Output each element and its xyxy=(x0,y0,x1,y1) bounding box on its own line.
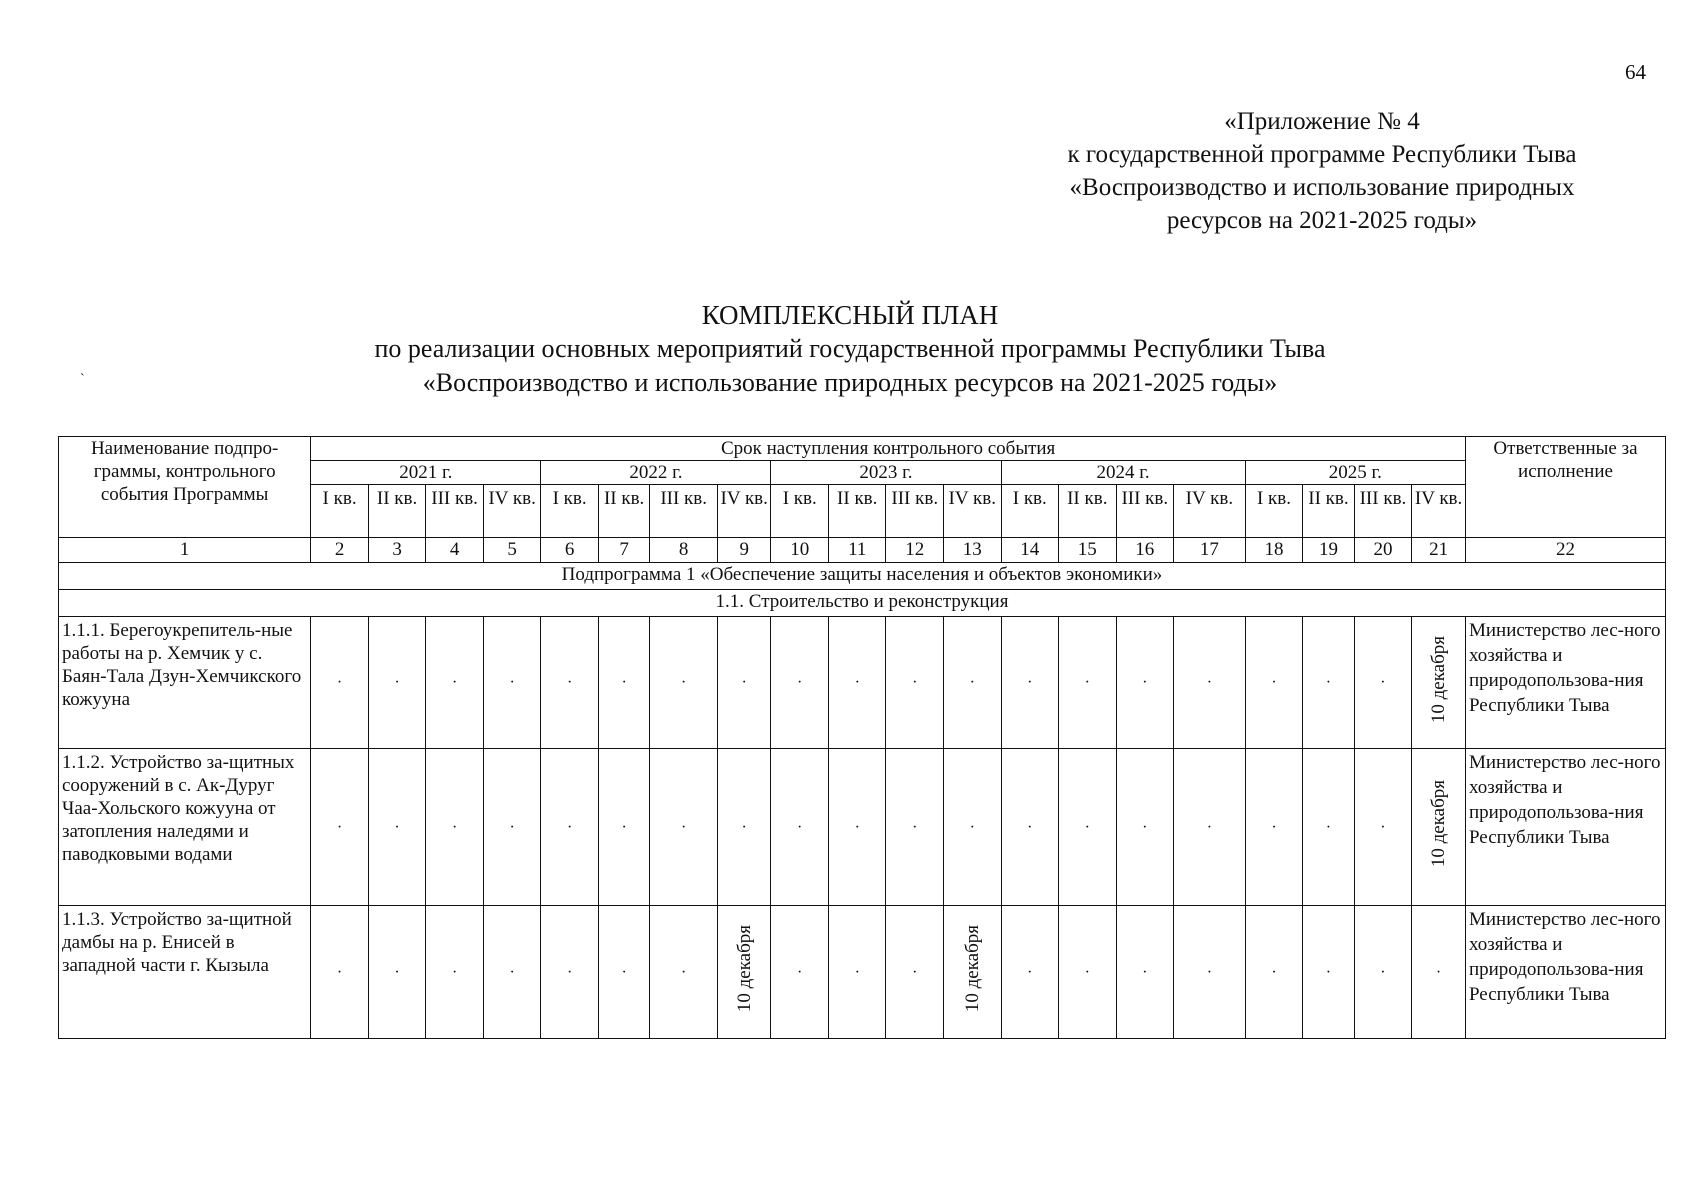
plan-title-heading: КОМПЛЕКСНЫЙ ПЛАН xyxy=(701,300,999,330)
appendix-note xyxy=(1002,105,1642,237)
quarter-header: IV кв. xyxy=(483,485,541,538)
empty-mark-cell: · xyxy=(598,749,649,906)
empty-mark-cell: · xyxy=(426,749,484,906)
responsible-party: Министерство лес-ного хозяйства и природопользова-ния Республики Тыва xyxy=(1465,749,1665,906)
column-number: 18 xyxy=(1245,538,1303,563)
empty-mark-cell: · xyxy=(650,749,718,906)
year-header: 2024 г. xyxy=(1001,461,1245,485)
stray-mark: ` xyxy=(80,372,85,387)
empty-mark-cell: · xyxy=(944,749,1002,906)
appendix-line: «Воспроизводство и использование природных xyxy=(1069,174,1575,201)
empty-mark-cell: · xyxy=(598,906,649,1039)
empty-mark-cell: · xyxy=(717,749,770,906)
empty-mark-cell: · xyxy=(483,617,541,749)
empty-mark-cell: · xyxy=(1174,617,1246,749)
empty-mark-cell: · xyxy=(1412,906,1466,1039)
empty-mark-cell: · xyxy=(1059,906,1117,1039)
empty-mark-cell: · xyxy=(426,617,484,749)
column-number: 5 xyxy=(483,538,541,563)
quarter-header: II кв. xyxy=(598,485,649,538)
empty-mark-cell: · xyxy=(886,749,944,906)
plan-title-subtitle: по реализации основных мероприятий государственной программы Республики Тыва xyxy=(374,334,1326,363)
responsible-party: Министерство лес-ного хозяйства и природопользова-ния Республики Тыва xyxy=(1465,906,1665,1039)
deadline-cell xyxy=(1412,617,1466,749)
quarter-header: III кв. xyxy=(1116,485,1174,538)
quarter-header: I кв. xyxy=(311,485,369,538)
empty-mark-cell: · xyxy=(541,906,599,1039)
deadline-text: 10 декабря xyxy=(1428,635,1450,724)
empty-mark-cell: · xyxy=(1116,749,1174,906)
empty-mark-cell: · xyxy=(1116,906,1174,1039)
empty-mark-cell: · xyxy=(1245,906,1303,1039)
column-number: 15 xyxy=(1059,538,1117,563)
quarter-header: IV кв. xyxy=(944,485,1002,538)
empty-mark-cell: · xyxy=(368,617,426,749)
empty-mark-cell: · xyxy=(944,617,1002,749)
table-row xyxy=(59,749,1666,906)
deadline-text: 10 декабря xyxy=(733,925,755,1013)
column-number: 17 xyxy=(1174,538,1246,563)
empty-mark-cell: · xyxy=(1059,617,1117,749)
column-number: 12 xyxy=(886,538,944,563)
empty-mark-cell: · xyxy=(598,617,649,749)
quarter-header: II кв. xyxy=(1059,485,1117,538)
quarter-header: IV кв. xyxy=(1412,485,1466,538)
empty-mark-cell: · xyxy=(368,749,426,906)
empty-mark-cell: · xyxy=(1303,906,1354,1039)
empty-mark-cell: · xyxy=(1354,906,1412,1039)
empty-mark-cell: · xyxy=(771,617,829,749)
year-header: 2022 г. xyxy=(541,461,771,485)
empty-mark-cell: · xyxy=(426,906,484,1039)
empty-mark-cell: · xyxy=(1354,617,1412,749)
empty-mark-cell: · xyxy=(650,906,718,1039)
quarter-header: III кв. xyxy=(426,485,484,538)
empty-mark-cell: · xyxy=(1001,749,1059,906)
empty-mark-cell: · xyxy=(717,617,770,749)
responsible-party: Министерство лес-ного хозяйства и природопользова-ния Республики Тыва xyxy=(1465,617,1665,749)
header-responsible: Ответственные за исполнение xyxy=(1465,437,1665,538)
empty-mark-cell: · xyxy=(541,749,599,906)
empty-mark-cell: · xyxy=(483,906,541,1039)
column-number: 1 xyxy=(59,538,311,563)
empty-mark-cell: · xyxy=(1174,749,1246,906)
empty-mark-cell: · xyxy=(1245,617,1303,749)
header-period: Срок наступления контрольного события xyxy=(311,437,1466,461)
empty-mark-cell: · xyxy=(368,906,426,1039)
empty-mark-cell: · xyxy=(541,617,599,749)
quarter-header: IV кв. xyxy=(717,485,770,538)
deadline-cell xyxy=(944,906,1002,1039)
column-number: 21 xyxy=(1412,538,1466,563)
empty-mark-cell: · xyxy=(828,617,886,749)
empty-mark-cell: · xyxy=(311,906,369,1039)
year-header: 2025 г. xyxy=(1245,461,1465,485)
quarter-header: III кв. xyxy=(1354,485,1412,538)
empty-mark-cell: · xyxy=(1303,749,1354,906)
column-number: 20 xyxy=(1354,538,1412,563)
column-number: 16 xyxy=(1116,538,1174,563)
empty-mark-cell: · xyxy=(1116,617,1174,749)
quarter-header: II кв. xyxy=(368,485,426,538)
empty-mark-cell: · xyxy=(771,906,829,1039)
page-number: 64 xyxy=(1625,60,1646,84)
subprogram-title: Подпрограмма 1 «Обеспечение защиты населения и объектов экономики» xyxy=(59,563,1666,590)
empty-mark-cell: · xyxy=(1001,906,1059,1039)
deadline-cell xyxy=(1412,749,1466,906)
empty-mark-cell: · xyxy=(771,749,829,906)
column-number: 10 xyxy=(771,538,829,563)
column-number: 19 xyxy=(1303,538,1354,563)
column-number: 9 xyxy=(717,538,770,563)
empty-mark-cell: · xyxy=(886,906,944,1039)
event-name: 1.1.3. Устройство за-щитной дамбы на р. Енисей в западной части г. Кызыла xyxy=(59,906,311,1039)
event-name: 1.1.1. Берегоукрепитель-ные работы на р. Хемчик у с. Баян-Тала Дзун-Хемчикского кожууна xyxy=(59,617,311,749)
empty-mark-cell: · xyxy=(650,617,718,749)
column-number: 3 xyxy=(368,538,426,563)
event-name: 1.1.2. Устройство за-щитных сооружений в с. Ак-Дуруг Чаа-Хольского кожууна от затопления наледями и паводковыми водами xyxy=(59,749,311,906)
quarter-header: II кв. xyxy=(1303,485,1354,538)
year-header: 2023 г. xyxy=(771,461,1001,485)
empty-mark-cell: · xyxy=(311,617,369,749)
column-number: 6 xyxy=(541,538,599,563)
plan-title xyxy=(160,298,1540,400)
quarter-header: I кв. xyxy=(541,485,599,538)
quarter-header: IV кв. xyxy=(1174,485,1246,538)
empty-mark-cell: · xyxy=(828,906,886,1039)
empty-mark-cell: · xyxy=(311,749,369,906)
quarter-header: II кв. xyxy=(828,485,886,538)
quarter-header: I кв. xyxy=(771,485,829,538)
plan-title-program: «Воспроизводство и использование природных ресурсов на 2021-2025 годы» xyxy=(422,368,1278,397)
quarter-header: III кв. xyxy=(650,485,718,538)
column-number: 22 xyxy=(1465,538,1665,563)
empty-mark-cell: · xyxy=(483,749,541,906)
year-header: 2021 г. xyxy=(311,461,541,485)
empty-mark-cell: · xyxy=(828,749,886,906)
empty-mark-cell: · xyxy=(886,617,944,749)
header-name: Наименование подпро-граммы, контрольного события Программы xyxy=(59,437,311,538)
empty-mark-cell: · xyxy=(1354,749,1412,906)
empty-mark-cell: · xyxy=(1245,749,1303,906)
empty-mark-cell: · xyxy=(1059,749,1117,906)
column-number: 4 xyxy=(426,538,484,563)
column-number: 13 xyxy=(944,538,1002,563)
deadline-cell xyxy=(717,906,770,1039)
appendix-line: «Приложение № 4 xyxy=(1224,108,1420,135)
appendix-line: к государственной программе Республики Тыва xyxy=(1067,141,1577,168)
deadline-text: 10 декабря xyxy=(961,925,983,1013)
quarter-header: I кв. xyxy=(1245,485,1303,538)
section-title: 1.1. Строительство и реконструкция xyxy=(59,590,1666,617)
table-row xyxy=(59,617,1666,749)
quarter-header: III кв. xyxy=(886,485,944,538)
quarter-header: I кв. xyxy=(1001,485,1059,538)
column-number: 11 xyxy=(828,538,886,563)
appendix-line: ресурсов на 2021-2025 годы» xyxy=(1166,207,1478,234)
deadline-text: 10 декабря xyxy=(1428,780,1450,868)
column-number: 14 xyxy=(1001,538,1059,563)
column-number: 8 xyxy=(650,538,718,563)
column-number: 7 xyxy=(598,538,649,563)
plan-table xyxy=(58,436,1666,1039)
column-number: 2 xyxy=(311,538,369,563)
empty-mark-cell: · xyxy=(1303,617,1354,749)
empty-mark-cell: · xyxy=(1001,617,1059,749)
table-row xyxy=(59,906,1666,1039)
empty-mark-cell: · xyxy=(1174,906,1246,1039)
